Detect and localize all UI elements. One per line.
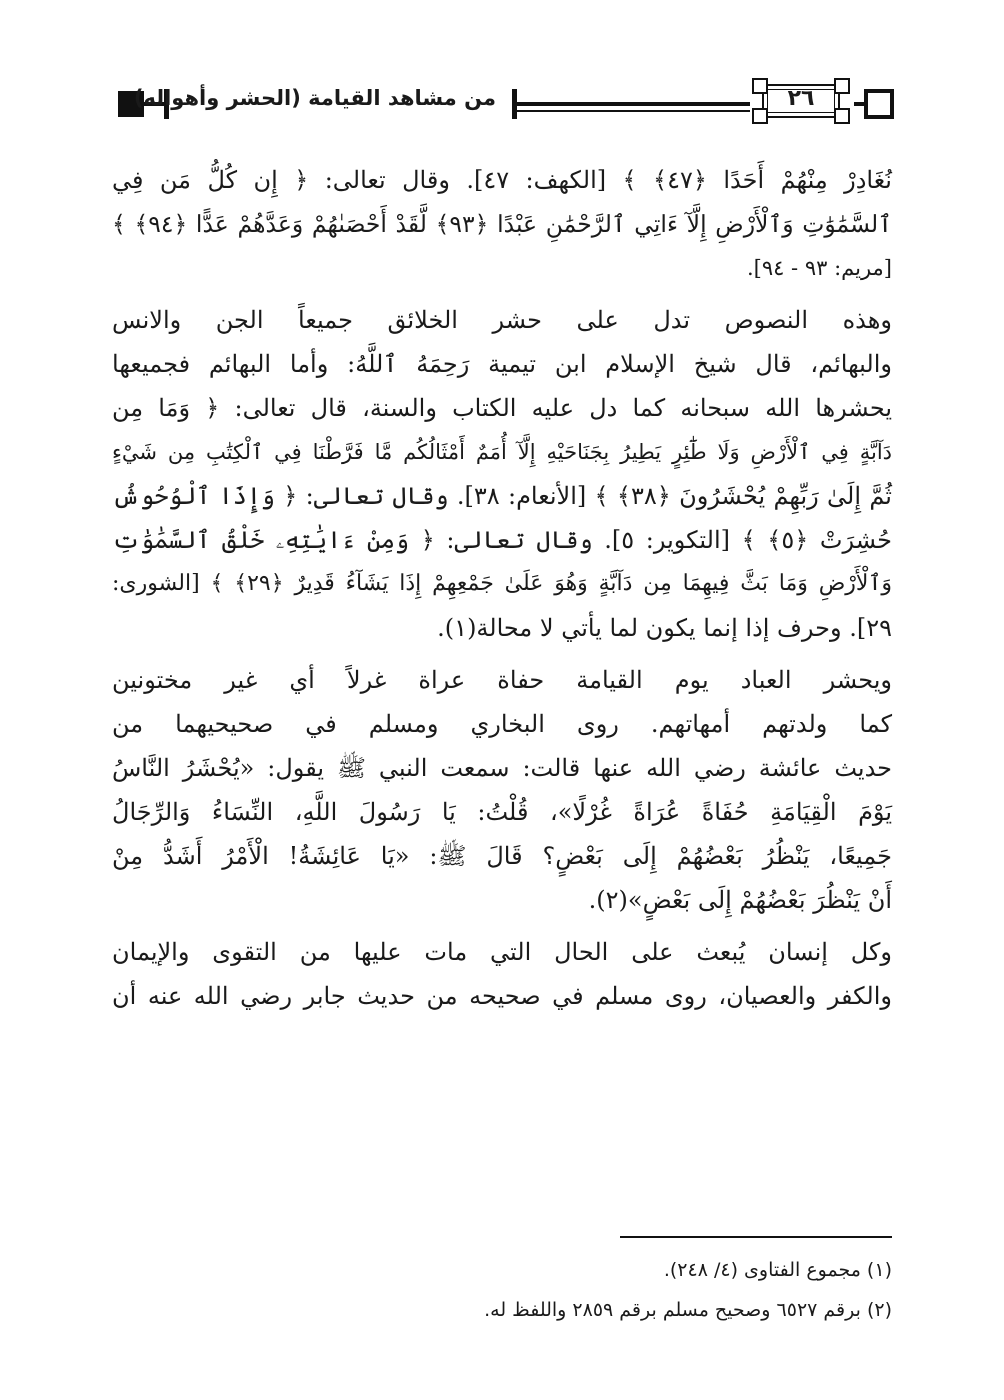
- text-line: أَنْ يَنْظُرَ بَعْضُهُمْ إِلَى بَعْضٍ»(٢).: [588, 886, 892, 914]
- footnotes: [112, 1250, 892, 1330]
- page-number-frame: [748, 78, 854, 124]
- text-line: يحشرها الله سبحانه كما دل عليه الكتاب والسنة، قال تعالى: ﴿ وَمَا مِن: [112, 394, 892, 422]
- text-line: جَمِيعًا، يَنْظُرُ بَعْضُهُمْ إِلَى بَعْضٍ؟ قَالَ ﷺ: «يَا عَائِشَةُ! الْأَمْرُ أَشَدُّ مِنْ: [112, 842, 892, 870]
- text-line: كما ولدتهم أمهاتهم. روى البخاري ومسلم في صحيحيهما من: [112, 710, 892, 738]
- header-rule: [854, 102, 864, 106]
- text-line: يَوْمَ الْقِيَامَةِ حُفَاةً عُرَاةً غُرْلًا»، قُلْتُ: يَا رَسُولَ اللَّهِ، النِّسَاءُ وَالرِّجَالُ: [112, 798, 893, 826]
- text-line: والبهائم، قال شيخ الإسلام ابن تيمية رَحِمَهُ ٱللَّهُ: وأما البهائم فجميعها: [112, 350, 892, 378]
- text-line: ٢٩]. وحرف إذا إنما يكون لما يأتي لا محالة(١).: [437, 614, 892, 642]
- body-text: [112, 158, 892, 1018]
- page-number: ٢٦: [787, 86, 815, 111]
- text-line: ثُمَّ إِلَىٰ رَبِّهِمْ يُحْشَرُونَ ﴿٣٨﴾ ﴾ [الأنعام: ٣٨]. وقال تعالى: ﴿ وَإِذَا ٱلْوُحُوشُ: [112, 482, 892, 510]
- text-line: وهذه النصوص تدل على حشر الخلائق جميعاً الجن والانس: [112, 306, 892, 334]
- footnote: (٢) برقم ٦٥٢٧ وصحيح مسلم برقم ٢٨٥٩ واللفظ له.: [484, 1299, 892, 1321]
- text-line: ٱلسَّمَٰوَٰتِ وَٱلْأَرْضِ إِلَّآ ءَاتِي ٱلرَّحْمَٰنِ عَبْدًا ﴿٩٣﴾ لَّقَدْ أَحْصَىٰهُمْ وَعَدَّهُمْ عَدًّا ﴿٩٤﴾ ﴾: [112, 210, 892, 238]
- text-line: [مريم: ٩٣ - ٩٤].: [746, 256, 892, 280]
- text-line: حُشِرَتْ ﴿٥﴾ ﴾ [التكوير: ٥]. وقال تعالى: ﴿ وَمِنْ ءَايَٰتِهِۦ خَلْقُ ٱلسَّمَٰوَٰتِ: [112, 526, 892, 554]
- footnote: (١) مجموع الفتاوى (٤/ ٢٤٨).: [663, 1259, 892, 1281]
- text-line: ويحشر العباد يوم القيامة حفاة عراة غرلاً أي غير مختونين: [112, 666, 892, 694]
- text-line: نُغَادِرْ مِنْهُمْ أَحَدًا ﴿٤٧﴾ ﴾ [الكهف: ٤٧]. وقال تعالى: ﴿ إِن كُلُّ مَن فِي: [112, 166, 892, 194]
- text-line: والكفر والعصيان، روى مسلم في صحيحه من حديث جابر رضي الله عنه أن: [112, 982, 892, 1010]
- header-rule-thin: [516, 110, 750, 112]
- footnote-separator: [620, 1236, 892, 1238]
- text-line: حديث عائشة رضي الله عنها قالت: سمعت النبي ﷺ يقول: «يُحْشَرُ النَّاسُ: [112, 754, 892, 782]
- running-title: من مشاهد القيامة (الحشر وأهواله): [133, 86, 496, 110]
- text-line: وكل إنسان يُبعث على الحال التي مات عليها من التقوى والإيمان: [112, 938, 892, 966]
- text-line: وَٱلْأَرْضِ وَمَا بَثَّ فِيهِمَا مِن دَآبَّةٍ وَهُوَ عَلَىٰ جَمْعِهِمْ إِذَا يَشَآءُ قَدِيرٌ ﴿٢٩﴾ ﴾ [الشورى:: [112, 571, 892, 596]
- header-rule: [516, 102, 750, 106]
- header-ornament-right-square: [864, 89, 894, 119]
- page-header: [112, 74, 892, 134]
- text-line: دَآبَّةٍ فِي ٱلْأَرْضِ وَلَا طَٰٓئِرٍ يَطِيرُ بِجَنَاحَيْهِ إِلَّآ أُمَمٌ أَمْثَالُكُم مَّا فَرَّطْنَا فِي ٱلْكِتَٰبِ مِن شَيْءٍ: [112, 440, 892, 464]
